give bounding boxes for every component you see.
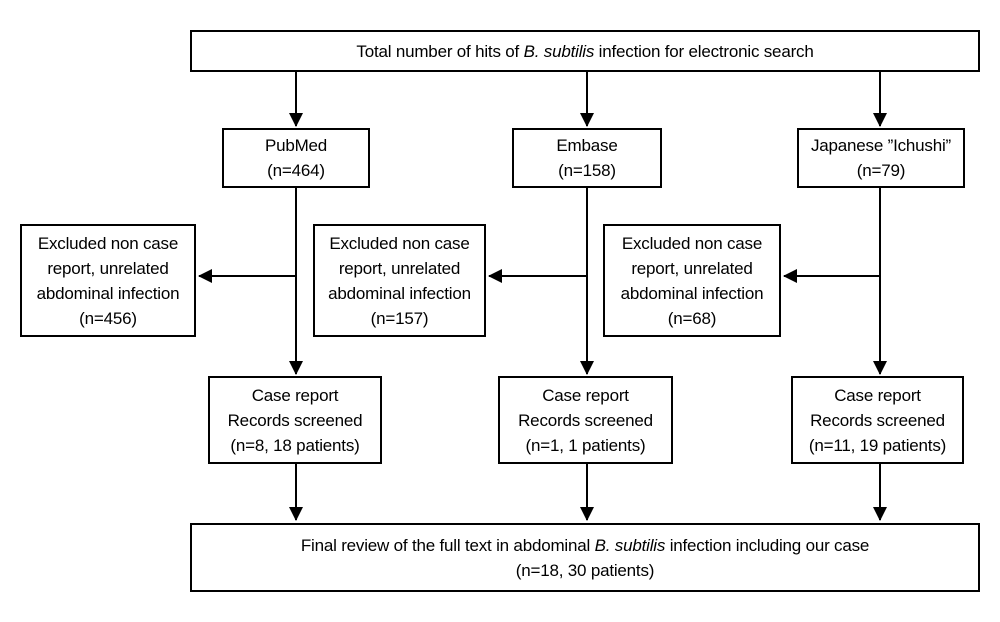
final-review-box — [190, 523, 980, 592]
excluded-count: (n=456) — [79, 308, 137, 328]
screened-line: Case report — [251, 385, 339, 405]
screened-box-embase — [498, 376, 673, 464]
excluded-box-pubmed — [20, 224, 196, 337]
source-box-ichushi — [797, 128, 965, 188]
final-review-count: (n=18, 30 patients) — [515, 560, 655, 580]
source-box-pubmed — [222, 128, 370, 188]
source-count: (n=79) — [856, 161, 906, 180]
screened-count: (n=1, 1 patients) — [525, 435, 646, 455]
screened-box-pubmed — [208, 376, 382, 464]
screened-count: (n=8, 18 patients) — [230, 435, 360, 455]
screened-line: Records screened — [518, 410, 653, 430]
final-review-text: Final review of the full text in abdominal B. subtilis infection including our case — [300, 535, 870, 555]
excluded-line: Excluded non case — [37, 233, 179, 253]
source-count: (n=158) — [558, 161, 616, 180]
excluded-line: report, unrelated — [338, 258, 461, 278]
screened-line: Case report — [542, 385, 629, 405]
excluded-line: abdominal infection — [36, 283, 180, 303]
excluded-line: abdominal infection — [328, 283, 471, 303]
source-name: Japanese ”Ichushi” — [810, 136, 952, 155]
excluded-box-ichushi — [603, 224, 781, 337]
excluded-line: Excluded non case — [621, 233, 763, 253]
species-italic: B. subtilis — [594, 535, 666, 555]
source-count: (n=464) — [267, 161, 325, 180]
screened-box-ichushi — [791, 376, 964, 464]
screened-line: Records screened — [227, 410, 363, 430]
excluded-box-embase — [313, 224, 486, 337]
excluded-line: Excluded non case — [329, 233, 470, 253]
excluded-line: report, unrelated — [47, 258, 169, 278]
source-name: PubMed — [264, 136, 328, 155]
source-box-embase — [512, 128, 662, 188]
screened-line: Case report — [834, 385, 921, 405]
excluded-line: report, unrelated — [631, 258, 753, 278]
source-name: Embase — [556, 136, 618, 155]
excluded-line: abdominal infection — [620, 283, 764, 303]
total-hits-box — [190, 30, 980, 72]
excluded-count: (n=157) — [370, 308, 429, 328]
species-italic: B. subtilis — [523, 41, 595, 61]
excluded-count: (n=68) — [667, 308, 717, 328]
screened-line: Records screened — [810, 410, 945, 430]
total-hits-text: Total number of hits of B. subtilis infection for electronic search — [356, 41, 814, 61]
screened-count: (n=11, 19 patients) — [808, 435, 947, 455]
